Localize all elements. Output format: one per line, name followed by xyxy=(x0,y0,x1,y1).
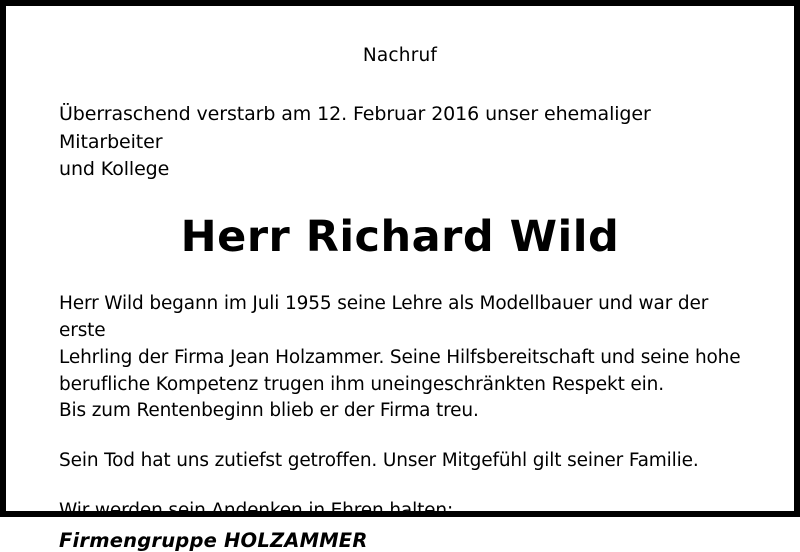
condolence-paragraph: Sein Tod hat uns zutiefst getroffen. Unser Mitgefühl gilt seiner Familie. xyxy=(59,450,699,472)
biography-line-4: Bis zum Rentenbeginn blieb er der Firma treu. xyxy=(59,400,479,422)
biography-line-2: Lehrling der Firma Jean Holzammer. Seine Hilfsbereitschaft und seine hohe xyxy=(59,346,741,368)
remembrance-paragraph: Wir werden sein Andenken in Ehren halten: xyxy=(59,500,454,521)
intro-line-1: Überraschend verstarb am 12. Februar 2016 unser ehemaliger Mitarbeiter xyxy=(59,103,651,153)
biography-line-1: Herr Wild begann im Juli 1955 seine Lehre als Modellbauer und war der erste xyxy=(59,293,709,341)
biography-line-3: berufliche Kompetenz trugen ihm uneingeschränkten Respekt ein. xyxy=(59,373,664,395)
intro-text xyxy=(59,101,741,184)
biography-paragraph xyxy=(59,291,741,425)
intro-line-2: und Kollege xyxy=(59,158,170,181)
deceased-name: Herr Richard Wild xyxy=(180,211,620,262)
notice-heading: Nachruf xyxy=(362,45,438,66)
company-signature: Firmengruppe HOLZAMMER xyxy=(59,528,368,552)
obituary-inner-frame xyxy=(6,6,794,552)
